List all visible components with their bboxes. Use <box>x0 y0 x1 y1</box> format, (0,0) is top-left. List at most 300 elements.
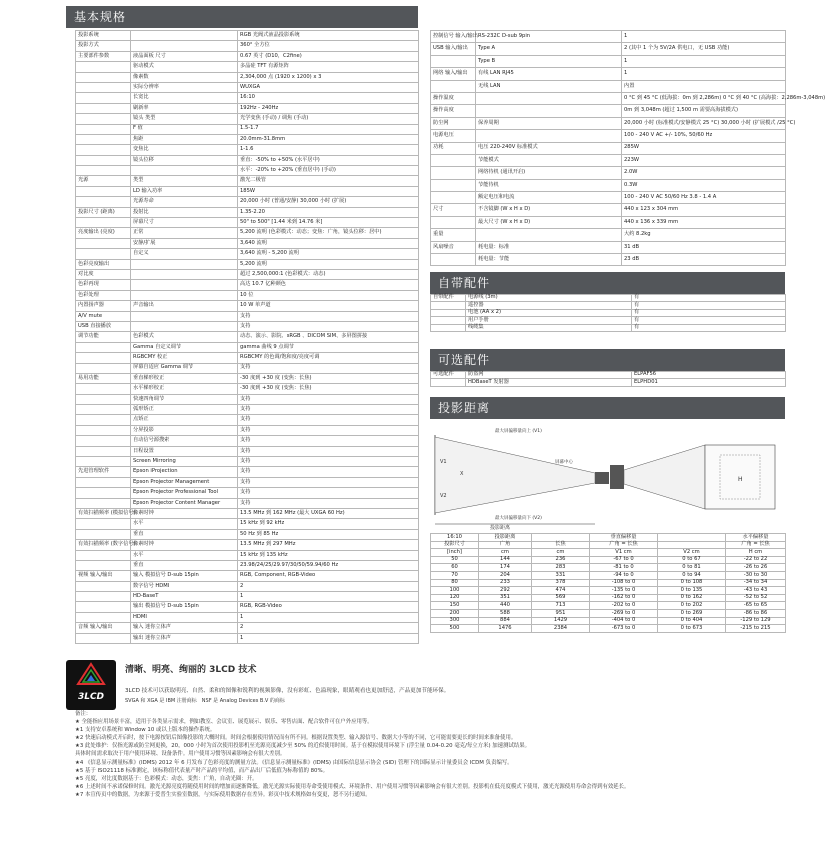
optional-accessories-band <box>430 349 785 371</box>
distance-cell: 60 <box>431 564 479 572</box>
basic-spec-cell: LD 输入功率 <box>131 186 238 196</box>
distance-cell: 0 to 162 <box>658 594 726 602</box>
basic-spec-row <box>76 592 419 602</box>
basic-spec-cell: 支持 <box>238 321 419 331</box>
basic-spec-cell: 水平 <box>131 550 238 560</box>
basic-spec-cell: 输入 模拟信号 D-sub 15pin <box>131 571 238 581</box>
basic-spec-cell: 1.35-2.20 <box>238 207 419 217</box>
distance-cell: 233 <box>479 579 532 587</box>
basic-spec-row <box>76 498 419 508</box>
note-item: ★5 基于 ISO21118 标准测定，该标称值代表量产时产品的平均值，而产品出厂后低值为标称值的 80%。 <box>75 767 328 774</box>
basic-spec-row <box>76 134 419 144</box>
distance-cell: -65 to 65 <box>726 602 786 610</box>
projection-distance-table <box>430 533 786 633</box>
basic-spec-cell: 15 kHz 到 135 kHz <box>238 550 419 560</box>
basic-spec-cell <box>76 186 131 196</box>
basic-spec-cell <box>76 363 131 373</box>
basic-spec-cell: 垂直 <box>131 529 238 539</box>
distance-cell: 水平偏移量 <box>726 534 786 542</box>
basic-spec-cell: 2 <box>238 623 419 633</box>
basic-spec-cell: 3,640 流明 - 5,200 流明 <box>238 249 419 259</box>
basic-spec-cell: 185W <box>238 186 419 196</box>
projection-distance-title: 投影距离 <box>438 401 491 415</box>
extended-spec-row <box>431 68 786 80</box>
basic-spec-cell: 支持 <box>238 446 419 456</box>
distance-cell: V2 cm <box>658 549 726 557</box>
basic-spec-row <box>76 145 419 155</box>
distance-row <box>431 609 786 617</box>
basic-spec-cell: 13.5 MHz 到 297 MHz <box>238 540 419 550</box>
basic-spec-cell <box>76 477 131 487</box>
basic-spec-cell: 像素数 <box>131 72 238 82</box>
basic-spec-cell <box>76 218 131 228</box>
basic-spec-cell <box>76 134 131 144</box>
basic-spec-cell: HD-BaseT <box>131 592 238 602</box>
distance-label: 投影距离 <box>490 525 511 531</box>
notes-section <box>75 710 785 799</box>
distance-cell: H cm <box>726 549 786 557</box>
extended-spec-row <box>431 179 786 191</box>
basic-spec-row <box>76 41 419 51</box>
basic-spec-row <box>76 249 419 259</box>
optional-accessories-title: 可选配件 <box>438 353 491 367</box>
basic-spec-cell: gamma 曲线 9 点调节 <box>238 342 419 352</box>
basic-spec-row <box>76 62 419 72</box>
note-item: ★2 快速启动模式开启时，按下电源按钮后图像投影的大概时间。时间会根据使用情况而有所不同。根据设置类型、输入源信号、数据大小等的不同，它可能需要更长的时间来准备使用。 <box>75 735 517 742</box>
basic-spec-row <box>76 103 419 113</box>
extended-spec-cell: 耗电量：节能 <box>476 254 622 266</box>
extended-spec-cell: 1 <box>622 55 786 67</box>
included-accessory-cell: 线缆集 <box>466 324 632 331</box>
extended-spec-cell: 操作高度 <box>431 105 476 117</box>
basic-spec-cell: 色彩模式 <box>131 332 238 342</box>
extended-spec-cell: 440 x 136 x 339 mm <box>622 216 786 228</box>
basic-spec-cell: 色彩亮度输出 <box>76 259 131 269</box>
basic-spec-cell: 长宽比 <box>131 93 238 103</box>
distance-row <box>431 602 786 610</box>
distance-cell: cm <box>532 549 590 557</box>
distance-header-row <box>431 549 786 557</box>
basic-spec-cell: 激光二极管 <box>238 176 419 186</box>
extended-spec-cell: 0m 到 3,048m (超过 1,500 m 需要高海拔模式) <box>622 105 786 117</box>
basic-spec-cell: 分屏投影 <box>131 425 238 435</box>
basic-spec-row <box>76 602 419 612</box>
basic-spec-cell <box>76 446 131 456</box>
basic-spec-cell: -30 度到 +30 度 (变焦：长焦) <box>238 373 419 383</box>
distance-cell: -269 to 0 <box>590 609 658 617</box>
extended-spec-cell <box>476 92 622 104</box>
distance-cell: 200 <box>431 609 479 617</box>
side-projection-beam <box>435 437 595 513</box>
basic-spec-cell <box>76 103 131 113</box>
distance-cell: 351 <box>479 594 532 602</box>
basic-spec-row <box>76 477 419 487</box>
included-accessory-cell: 电源线 (3m) <box>466 295 632 302</box>
basic-spec-cell: 支持 <box>238 477 419 487</box>
basic-spec-cell: RGBCMY 校正 <box>131 353 238 363</box>
basic-spec-cell <box>76 249 131 259</box>
basic-spec-cell <box>76 519 131 529</box>
basic-spec-cell: 易用功能 <box>76 373 131 383</box>
distance-cell: V1 cm <box>590 549 658 557</box>
footer-description: 3LCD 技术可以获取明亮、自然、柔和的图像和锐利的视频影像，没有彩虹、色溢现象，眼睛观看也更加舒适，产品更加节能环保。 <box>125 688 450 694</box>
basic-spec-row <box>76 82 419 92</box>
extended-spec-cell: 0 °C 到 45 °C (低海拔：0m 到 2,286m) 0 °C 到 40 °C (高海拔：2,286m-3,048m) <box>622 92 786 104</box>
basic-spec-cell: Epson Projector Management <box>131 477 238 487</box>
basic-spec-row <box>76 529 419 539</box>
distance-cell: 884 <box>479 617 532 625</box>
footer-title: 清晰、明亮、绚丽的 3LCD 技术 <box>125 665 257 675</box>
basic-spec-row <box>76 311 419 321</box>
basic-spec-row <box>76 51 419 61</box>
distance-cell: -202 to 0 <box>590 602 658 610</box>
distance-cell: -67 to 0 <box>590 556 658 564</box>
extended-spec-cell: 31 dB <box>622 241 786 253</box>
basic-spec-cell <box>76 384 131 394</box>
basic-spec-row <box>76 457 419 467</box>
diagram-h-label: H <box>738 476 743 483</box>
basic-spec-cell: 光源寿命 <box>131 197 238 207</box>
basic-spec-cell: Epson iProjection <box>131 467 238 477</box>
basic-spec-cell: 视频 输入/输出 <box>76 571 131 581</box>
basic-spec-cell: 主要部件参数 <box>76 51 131 61</box>
extended-spec-cell: 耗电量：标准 <box>476 241 622 253</box>
distance-cell: 0 to 94 <box>658 571 726 579</box>
basic-spec-cell: 实际分辨率 <box>131 82 238 92</box>
basic-spec-row <box>76 612 419 622</box>
extended-spec-cell: 防尘网 <box>431 117 476 129</box>
3lcd-logo <box>66 660 116 710</box>
extended-spec-cell: 网络 输入/输出 <box>431 68 476 80</box>
distance-row <box>431 571 786 579</box>
basic-spec-cell <box>76 353 131 363</box>
basic-spec-cell: Gamma 自定义调节 <box>131 342 238 352</box>
basic-spec-cell <box>76 342 131 352</box>
extended-spec-row <box>431 204 786 216</box>
basic-spec-cell <box>131 31 238 41</box>
optional-accessory-cell: 防盗网 <box>466 372 632 379</box>
extended-spec-cell: 重量 <box>431 229 476 241</box>
basic-spec-cell: 有效扫描频率 (数字信号) <box>76 540 131 550</box>
distance-cell: 331 <box>532 571 590 579</box>
extended-spec-cell: 尺寸 <box>431 204 476 216</box>
basic-spec-row <box>76 301 419 311</box>
basic-spec-cell: 调节功能 <box>76 332 131 342</box>
basic-spec-cell: 色彩再现 <box>76 280 131 290</box>
extended-spec-row <box>431 43 786 55</box>
extended-spec-cell: 20,000 小时 (标准模式/安静模式 25 °C) 30,000 小时 (扩展模式 /25 °C) <box>622 117 786 129</box>
basic-spec-row <box>76 446 419 456</box>
basic-spec-cell: 声音输出 <box>131 301 238 311</box>
extended-spec-row <box>431 254 786 266</box>
basic-spec-cell: 支持 <box>238 425 419 435</box>
basic-spec-row <box>76 540 419 550</box>
basic-spec-cell: 20.0mm-31.8mm <box>238 134 419 144</box>
basic-spec-cell: 内置扬声器 <box>76 301 131 311</box>
distance-cell: 236 <box>532 556 590 564</box>
basic-spec-row <box>76 394 419 404</box>
basic-spec-cell: Epson Projector Content Manager <box>131 498 238 508</box>
basic-spec-cell <box>76 415 131 425</box>
basic-spec-cell: 支持 <box>238 363 419 373</box>
basic-spec-cell: 亮度输出 (亮度) <box>76 228 131 238</box>
basic-spec-cell <box>131 259 238 269</box>
distance-header-row <box>431 541 786 549</box>
basic-spec-cell: 点矫正 <box>131 415 238 425</box>
extended-spec-cell <box>431 216 476 228</box>
included-accessory-row <box>431 295 786 302</box>
distance-cell: 440 <box>479 602 532 610</box>
basic-spec-cell: USB 直接播放 <box>76 321 131 331</box>
included-accessory-cell: 遥控器 <box>466 302 632 309</box>
extended-spec-cell <box>476 130 622 142</box>
basic-spec-cell: 360° 全方位 <box>238 41 419 51</box>
basic-spec-row <box>76 633 419 643</box>
distance-cell: -81 to 0 <box>590 564 658 572</box>
distance-cell: 投影尺寸 <box>431 541 479 549</box>
basic-spec-row <box>76 321 419 331</box>
distance-cell: 300 <box>431 617 479 625</box>
optional-accessory-cell: ELPHD01 <box>632 379 786 386</box>
included-accessory-cell <box>431 309 466 316</box>
basic-spec-cell: 类型 <box>131 176 238 186</box>
top-projection-beam <box>624 445 705 509</box>
extended-spec-cell: 网络待机 (通讯开启) <box>476 167 622 179</box>
3lcd-logo-text: 3LCD <box>77 692 105 702</box>
included-accessory-row <box>431 324 786 331</box>
distance-cell <box>658 541 726 549</box>
extended-spec-cell <box>431 154 476 166</box>
basic-spec-cell: 日程设置 <box>131 446 238 456</box>
basic-spec-table <box>75 30 419 644</box>
basic-spec-cell: 有效扫描频率 (模拟信号) <box>76 508 131 518</box>
distance-cell: 1476 <box>479 625 532 633</box>
basic-spec-cell: 输入 迷你立体声 <box>131 623 238 633</box>
basic-spec-cell: RGBCMY 的色调/饱和度/亮度可调 <box>238 353 419 363</box>
basic-spec-cell: 音频 输入/输出 <box>76 623 131 633</box>
basic-spec-row <box>76 405 419 415</box>
distance-row <box>431 594 786 602</box>
basic-spec-row <box>76 228 419 238</box>
extended-spec-cell: 额定电压和电流 <box>476 192 622 204</box>
extended-spec-cell: 节能待机 <box>476 179 622 191</box>
optional-accessory-row <box>431 372 786 379</box>
basic-spec-row <box>76 623 419 633</box>
extended-spec-cell <box>476 229 622 241</box>
distance-cell: 713 <box>532 602 590 610</box>
basic-spec-cell: 光源 <box>76 176 131 186</box>
basic-spec-row <box>76 571 419 581</box>
distance-cell: 0 to 202 <box>658 602 726 610</box>
basic-spec-row <box>76 519 419 529</box>
basic-spec-row <box>76 186 419 196</box>
basic-spec-cell: 水平：-20% to +20% (垂直居中) (手动) <box>238 166 419 176</box>
basic-spec-cell: Screen Mirroring <box>131 457 238 467</box>
diagram-center-label: 屏幕中心 <box>555 460 573 465</box>
basic-spec-cell: 支持 <box>238 498 419 508</box>
included-accessory-cell: 有 <box>632 295 786 302</box>
basic-spec-cell: 液晶面板 尺寸 <box>131 51 238 61</box>
basic-spec-cell: 自定义 <box>131 249 238 259</box>
basic-spec-row <box>76 114 419 124</box>
distance-cell: 951 <box>532 609 590 617</box>
note-item: ★4 《信息显示测量标准》(IDMS) 2012 年 6 月发布了色彩亮度的测量方法。《信息显示测量标准》(IDMS) 由国际信息显示协会 (SID) 管理下的国际显示计量委员会 ICDM 负责编写。 <box>75 759 513 766</box>
extended-spec-cell: USB 输入/输出 <box>431 43 476 55</box>
basic-spec-cell <box>76 114 131 124</box>
included-accessory-cell <box>431 317 466 324</box>
extended-spec-cell: 23 dB <box>622 254 786 266</box>
basic-spec-cell <box>76 238 131 248</box>
basic-spec-cell: 1-1.6 <box>238 145 419 155</box>
basic-spec-cell: 色彩处理 <box>76 290 131 300</box>
distance-cell: -215 to 215 <box>726 625 786 633</box>
extended-spec-row <box>431 241 786 253</box>
distance-row <box>431 587 786 595</box>
distance-row <box>431 625 786 633</box>
basic-spec-cell <box>76 93 131 103</box>
basic-spec-cell: 支持 <box>238 457 419 467</box>
basic-spec-cell: 5,200 流明 (色彩模式：动态；变焦：广角，镜头位移：居中) <box>238 228 419 238</box>
basic-spec-cell: 弧形矫正 <box>131 405 238 415</box>
basic-spec-cell: Epson Projector Professional Tool <box>131 488 238 498</box>
basic-spec-cell: 支持 <box>238 415 419 425</box>
distance-row <box>431 617 786 625</box>
extended-spec-cell: 大约 8.2kg <box>622 229 786 241</box>
basic-spec-row <box>76 207 419 217</box>
distance-cell: 0 to 81 <box>658 564 726 572</box>
basic-spec-cell: 23.98/24/25/29.97/30/50/59.94/60 Hz <box>238 560 419 570</box>
note-item: 具体时间需求取决于用户使用环境、设备条件。用户使用习惯等因素影响会有很大差别。 <box>75 751 286 758</box>
basic-spec-cell <box>131 41 238 51</box>
basic-spec-cell: F 值 <box>131 124 238 134</box>
basic-spec-row <box>76 124 419 134</box>
basic-spec-cell: 正常 <box>131 228 238 238</box>
diagram-top-label: 最大屏偏移量向上 (V1) <box>495 429 542 434</box>
extended-spec-cell: 1 <box>622 31 786 43</box>
basic-spec-cell: 高达 10.7 亿种颜色 <box>238 280 419 290</box>
basic-spec-row <box>76 93 419 103</box>
basic-spec-row <box>76 238 419 248</box>
included-accessories-band <box>430 272 785 294</box>
basic-spec-cell <box>76 62 131 72</box>
distance-cell: 1429 <box>532 617 590 625</box>
distance-cell: 100 <box>431 587 479 595</box>
distance-cell: 广角 = 长焦 <box>726 541 786 549</box>
distance-cell: 0 to 108 <box>658 579 726 587</box>
distance-cell: 150 <box>431 602 479 610</box>
distance-cell: 2384 <box>532 625 590 633</box>
basic-spec-cell: 支持 <box>238 405 419 415</box>
basic-spec-cell: 投射比 <box>131 207 238 217</box>
optional-accessory-cell: ELPAF56 <box>632 372 786 379</box>
optional-accessory-cell: 可选配件 <box>431 372 466 379</box>
extended-spec-cell <box>431 167 476 179</box>
basic-spec-cell <box>76 124 131 134</box>
basic-spec-cell: RGB, RGB-Video <box>238 602 419 612</box>
included-accessory-cell: 自带配件 <box>431 295 466 302</box>
basic-spec-cell: 刷新率 <box>131 103 238 113</box>
basic-spec-cell: 支持 <box>238 436 419 446</box>
basic-spec-cell: A/V mute <box>76 311 131 321</box>
basic-spec-cell <box>76 425 131 435</box>
extended-spec-cell: 电压 220-240V 标准模式 <box>476 142 622 154</box>
extended-spec-cell: 有线 LAN RJ45 <box>476 68 622 80</box>
basic-spec-cell: 镜头位移 <box>131 155 238 165</box>
extended-spec-cell <box>431 192 476 204</box>
distance-row <box>431 579 786 587</box>
basic-spec-cell: 光学变焦 (手动) / 调焦 (手动) <box>238 114 419 124</box>
note-item: ★5 亮度，对比度数据基于：色彩模式：动态，变焦：广角，自动光圈：开。 <box>75 775 258 782</box>
extended-spec-row <box>431 216 786 228</box>
basic-spec-cell <box>76 436 131 446</box>
top-projector-body <box>610 465 624 489</box>
basic-spec-cell: 支持 <box>238 488 419 498</box>
extended-spec-cell: 不含镜脚 (W x H x D) <box>476 204 622 216</box>
distance-cell: 70 <box>431 571 479 579</box>
basic-spec-row <box>76 332 419 342</box>
extended-spec-cell: 保养周期 <box>476 117 622 129</box>
extended-spec-row <box>431 229 786 241</box>
basic-spec-row <box>76 425 419 435</box>
distance-cell: 50 <box>431 556 479 564</box>
basic-spec-row <box>76 269 419 279</box>
basic-spec-cell: 水平 <box>131 519 238 529</box>
extended-spec-cell: 2 (其中 1 个为 5V/2A 供电口，无 USB 功能) <box>622 43 786 55</box>
basic-spec-cell: 垂直梯形校正 <box>131 373 238 383</box>
basic-spec-row <box>76 176 419 186</box>
basic-spec-cell: 10 W 单声道 <box>238 301 419 311</box>
distance-cell: 16:10 <box>431 534 479 542</box>
distance-cell: -129 to 129 <box>726 617 786 625</box>
projection-distance-band <box>430 397 785 419</box>
basic-spec-cell <box>76 488 131 498</box>
basic-spec-cell <box>76 529 131 539</box>
distance-cell: -108 to 0 <box>590 579 658 587</box>
extended-spec-cell <box>431 254 476 266</box>
basic-spec-cell: 像素时钟 <box>131 508 238 518</box>
basic-spec-row <box>76 218 419 228</box>
basic-spec-cell <box>76 166 131 176</box>
basic-spec-cell: 16:10 <box>238 93 419 103</box>
distance-cell: 0 to 404 <box>658 617 726 625</box>
note-item: ★6 上述时间不承诺保修时间。激光光源亮度将随使用时间的增加而逐渐降低。激光光源实际使用寿命受使用模式、环境条件、用户使用习惯等因素影响会有很大差别。投影机在低亮度模式下使用，激光光源使用寿命会得到有效延长。 <box>75 783 630 790</box>
projection-diagram-svg <box>430 425 785 531</box>
distance-cell: 292 <box>479 587 532 595</box>
distance-cell: 投影距离 <box>479 534 532 542</box>
basic-spec-cell: 1.5-1.7 <box>238 124 419 134</box>
basic-spec-cell: 投影方式 <box>76 41 131 51</box>
extended-spec-cell: 100 - 240 V AC 50/60 Hz 3.8 - 1.4 A <box>622 192 786 204</box>
basic-spec-cell: RGB 光阀式液晶投影系统 <box>238 31 419 41</box>
extended-spec-row <box>431 92 786 104</box>
basic-spec-cell: 输出 模拟信号 D-sub 15pin <box>131 602 238 612</box>
basic-spec-row <box>76 342 419 352</box>
basic-spec-cell: 自动信号源搜索 <box>131 436 238 446</box>
extended-spec-cell: Type A <box>476 43 622 55</box>
basic-spec-cell <box>131 269 238 279</box>
extended-spec-cell: 控制信号 输入/输出 <box>431 31 476 43</box>
basic-spec-cell: 像素时钟 <box>131 540 238 550</box>
optional-accessories-table <box>430 371 786 387</box>
note-item: ★1 支持安卓系统和 Window 10 或以上版本的操作系统。 <box>75 727 216 734</box>
basic-spec-cell: 快速四角调节 <box>131 394 238 404</box>
basic-spec-cell: 支持 <box>238 311 419 321</box>
distance-cell: 0 to 135 <box>658 587 726 595</box>
extended-spec-cell <box>431 80 476 92</box>
basic-spec-row <box>76 581 419 591</box>
distance-cell: 588 <box>479 609 532 617</box>
extended-spec-row <box>431 105 786 117</box>
